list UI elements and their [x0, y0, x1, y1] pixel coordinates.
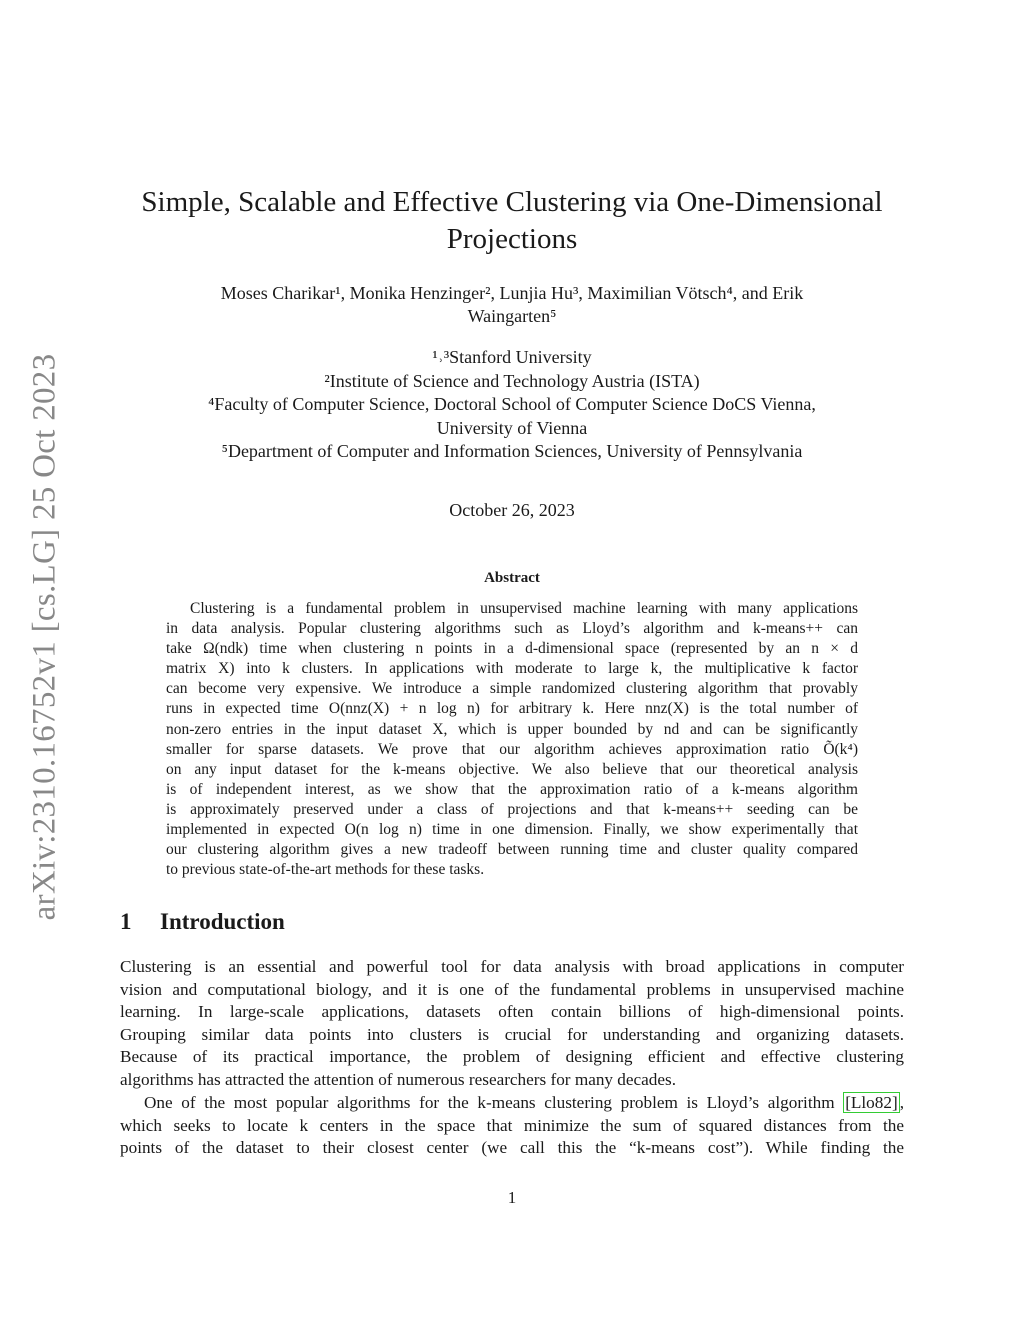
authors-line: Moses Charikar¹, Monika Henzinger², Lunjia Hu³, Maximilian Vötsch⁴, and Erik: [220, 283, 804, 303]
paragraph-line: is approximately preserved under a class of projections and that k-means++ seeding can be: [166, 800, 858, 818]
paragraph-line: runs in expected time O(nnz(X) + n log n) for arbitrary k. Here nnz(X) is the total number of: [166, 700, 858, 718]
paragraph-line: Clustering is a fundamental problem in unsupervised machine learning with many applications: [190, 600, 858, 617]
paragraph-line: to previous state-of-the-art methods for these tasks.: [166, 861, 485, 879]
paragraph-line: smaller for sparse datasets. We prove that our algorithm achieves approximation ratio Õ(k⁴): [166, 740, 858, 758]
arxiv-side-stamp: arXiv:2310.16752v1 [cs.LG] 25 Oct 2023: [26, 353, 63, 921]
paragraph-line: matrix X) into k clusters. In applications with moderate to large k, the multiplicative k factor: [166, 660, 858, 678]
citation-link[interactable]: [Llo82]: [845, 1093, 898, 1112]
paragraph-line: Clustering is an essential and powerful tool for data analysis with broad applications in computer: [120, 957, 904, 976]
paragraph-line: [120, 1092, 904, 1115]
affiliation: University of Vienna: [436, 417, 588, 438]
affiliations: [0, 346, 1024, 464]
paragraph-line: algorithms has attracted the attention of numerous researchers for many decades.: [120, 1069, 676, 1089]
paragraph-line: our clustering algorithm gives a new tradeoff between running time and cluster quality compared: [166, 841, 858, 859]
paragraph-line: in data analysis. Popular clustering algorithms such as Lloyd’s algorithm and k-means++ can: [166, 620, 858, 638]
section-title: Introduction: [160, 909, 285, 934]
title-line: Simple, Scalable and Effective Clustering via One-Dimensional: [141, 186, 883, 218]
paragraph-line: non-zero entries in the input dataset X, which is upper bounded by nd and can be significantly: [166, 720, 858, 738]
paragraph-line: which seeks to locate k centers in the space that minimize the sum of squared distances from the: [120, 1115, 904, 1135]
paragraph-line: Grouping similar data points into clusters is crucial for understanding and organizing datasets.: [120, 1024, 904, 1044]
abstract-heading: Abstract: [484, 570, 540, 586]
paragraph-line: Because of its practical importance, the problem of designing efficient and effective clustering: [120, 1047, 904, 1067]
paragraph-line: points of the dataset to their closest center (we call this the “k-means cost”). While finding the: [120, 1138, 904, 1158]
line-text: ,: [899, 1093, 904, 1112]
paragraph-line: implemented in expected O(n log n) time in one dimension. Finally, we show experimentally that: [166, 821, 858, 839]
affiliation: ¹˒³Stanford University: [432, 347, 592, 367]
paper-title: [0, 184, 1024, 258]
authors: [0, 282, 1024, 328]
page-number: 1: [507, 1188, 517, 1207]
affiliation: ⁵Department of Computer and Information Sciences, University of Pennsylvania: [221, 441, 803, 461]
authors-line: Waingarten⁵: [467, 306, 557, 326]
date: October 26, 2023: [449, 500, 575, 520]
paragraph-line: take Ω(ndk) time when clustering n points in a d-dimensional space (represented by an n × d: [166, 640, 858, 658]
abstract-body: [166, 599, 858, 880]
title-line: Projections: [446, 223, 578, 255]
paragraph-line: can become very expensive. We introduce a simple randomized clustering algorithm that provably: [166, 680, 858, 698]
affiliation: ²Institute of Science and Technology Austria (ISTA): [324, 370, 700, 391]
paragraph-line: learning. In large-scale applications, datasets often contain billions of high-dimensional points.: [120, 1002, 904, 1022]
paragraph-line: on any input dataset for the k-means objective. We also believe that our theoretical analysis: [166, 760, 858, 778]
affiliation: ⁴Faculty of Computer Science, Doctoral School of Computer Science DoCS Vienna,: [208, 394, 816, 414]
line-text: One of the most popular algorithms for the k-means clustering problem is Lloyd’s algorithm: [144, 1093, 844, 1112]
paragraph-line: is of independent interest, as we show that the approximation ratio of a k-means algorithm: [166, 780, 858, 798]
section-number: 1: [120, 909, 132, 934]
intro-paragraph-2: [120, 1092, 904, 1160]
paragraph-line: vision and computational biology, and it is one of the fundamental problems in unsupervised machine: [120, 979, 904, 999]
section-heading: [120, 909, 285, 935]
intro-paragraph-1: [120, 956, 904, 1092]
